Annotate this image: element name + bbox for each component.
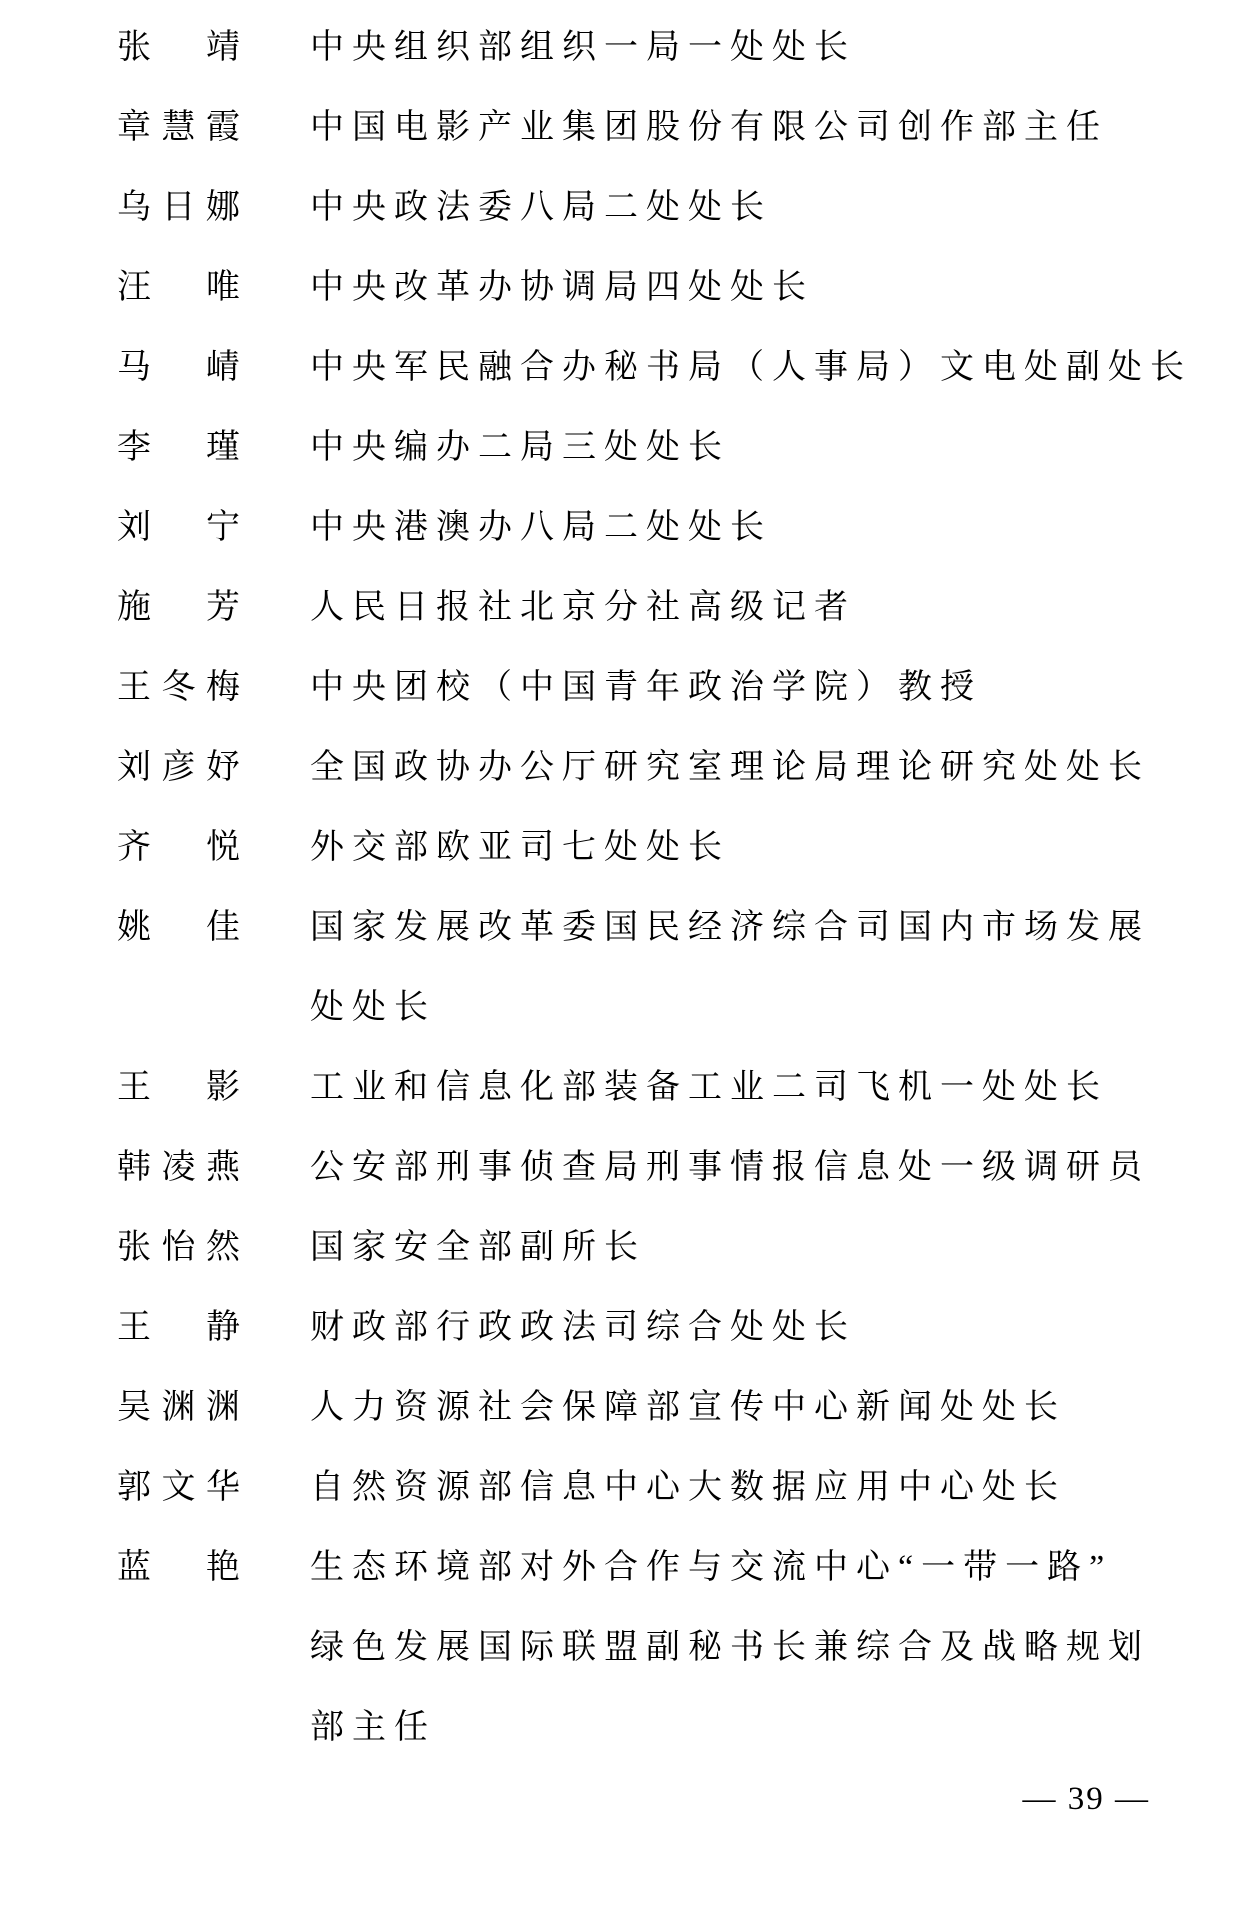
roster-row xyxy=(0,168,1242,248)
position-line: 绿色发展国际联盟副秘书长兼综合及战略规划 xyxy=(310,1629,1150,1666)
roster-row xyxy=(0,88,1242,168)
person-name: 刘宁 xyxy=(117,509,240,546)
roster-row xyxy=(0,1128,1242,1208)
roster-row xyxy=(0,488,1242,568)
roster-row xyxy=(0,1528,1242,1768)
person-position xyxy=(310,488,772,568)
person-position xyxy=(310,1448,1066,1528)
position-line: 国家安全部副所长 xyxy=(310,1229,646,1266)
roster-row xyxy=(0,328,1242,408)
person-name: 李瑾 xyxy=(117,429,240,466)
position-line: 中央改革办协调局四处处长 xyxy=(310,269,814,306)
person-position xyxy=(310,808,730,888)
person-position xyxy=(310,248,814,328)
roster-row xyxy=(0,248,1242,328)
roster-row xyxy=(0,8,1242,88)
person-position xyxy=(310,1208,646,1288)
position-line: 公安部刑事侦查局刑事情报信息处一级调研员 xyxy=(310,1149,1150,1186)
person-name: 马崝 xyxy=(117,349,240,386)
person-position xyxy=(310,1288,856,1368)
roster-row xyxy=(0,808,1242,888)
person-name: 施芳 xyxy=(117,589,240,626)
position-line: 部主任 xyxy=(310,1709,436,1746)
roster-row xyxy=(0,1208,1242,1288)
person-position xyxy=(310,568,856,648)
roster-row xyxy=(0,568,1242,648)
person-name: 张靖 xyxy=(117,29,240,66)
person-position xyxy=(310,168,772,248)
person-position xyxy=(310,1528,1150,1768)
person-name: 章慧霞 xyxy=(117,109,240,146)
person-position xyxy=(310,328,1192,408)
person-name: 王影 xyxy=(117,1069,240,1106)
position-line: 自然资源部信息中心大数据应用中心处长 xyxy=(310,1469,1066,1506)
roster-row xyxy=(0,888,1242,1048)
position-line: 中国电影产业集团股份有限公司创作部主任 xyxy=(310,109,1108,146)
position-line: 中央军民融合办秘书局（人事局）文电处副处长 xyxy=(310,349,1192,386)
person-position xyxy=(310,88,1108,168)
position-line: 中央组织部组织一局一处处长 xyxy=(310,29,856,66)
roster-row xyxy=(0,728,1242,808)
roster-row xyxy=(0,1448,1242,1528)
person-position xyxy=(310,1128,1150,1208)
roster-row xyxy=(0,1288,1242,1368)
person-name: 刘彦妤 xyxy=(117,749,240,786)
position-line: 中央港澳办八局二处处长 xyxy=(310,509,772,546)
person-position xyxy=(310,728,1150,808)
person-name: 蓝艳 xyxy=(117,1549,240,1586)
person-position xyxy=(310,1368,1066,1448)
person-name: 韩凌燕 xyxy=(117,1149,240,1186)
roster-row xyxy=(0,408,1242,488)
person-name: 乌日娜 xyxy=(117,189,240,226)
position-line: 生态环境部对外合作与交流中心“一带一路” xyxy=(310,1549,1113,1586)
person-name: 姚佳 xyxy=(117,909,240,946)
roster-row xyxy=(0,648,1242,728)
person-position xyxy=(310,648,982,728)
person-position xyxy=(310,8,856,88)
position-line: 人力资源社会保障部宣传中心新闻处处长 xyxy=(310,1389,1066,1426)
position-line: 全国政协办公厅研究室理论局理论研究处处长 xyxy=(310,749,1150,786)
person-name: 吴渊渊 xyxy=(117,1389,240,1426)
person-name: 王冬梅 xyxy=(117,669,240,706)
position-line: 财政部行政政法司综合处处长 xyxy=(310,1309,856,1346)
position-line: 人民日报社北京分社高级记者 xyxy=(310,589,856,626)
roster-row xyxy=(0,1048,1242,1128)
position-line: 外交部欧亚司七处处长 xyxy=(310,829,730,866)
person-name: 汪唯 xyxy=(117,269,240,306)
position-line: 国家发展改革委国民经济综合司国内市场发展 xyxy=(310,909,1150,946)
person-name: 齐悦 xyxy=(117,829,240,866)
position-line: 中央团校（中国青年政治学院）教授 xyxy=(310,669,982,706)
page-number: — 39 — xyxy=(1022,1781,1150,1817)
person-name: 张怡然 xyxy=(117,1229,240,1266)
position-line: 中央编办二局三处处长 xyxy=(310,429,730,466)
person-name: 王静 xyxy=(117,1309,240,1346)
person-name: 郭文华 xyxy=(117,1469,240,1506)
position-line: 工业和信息化部装备工业二司飞机一处处长 xyxy=(310,1069,1108,1106)
position-line: 处处长 xyxy=(310,989,436,1026)
person-position xyxy=(310,408,730,488)
roster-row xyxy=(0,1368,1242,1448)
position-line: 中央政法委八局二处处长 xyxy=(310,189,772,226)
person-position xyxy=(310,888,1150,1048)
person-position xyxy=(310,1048,1108,1128)
